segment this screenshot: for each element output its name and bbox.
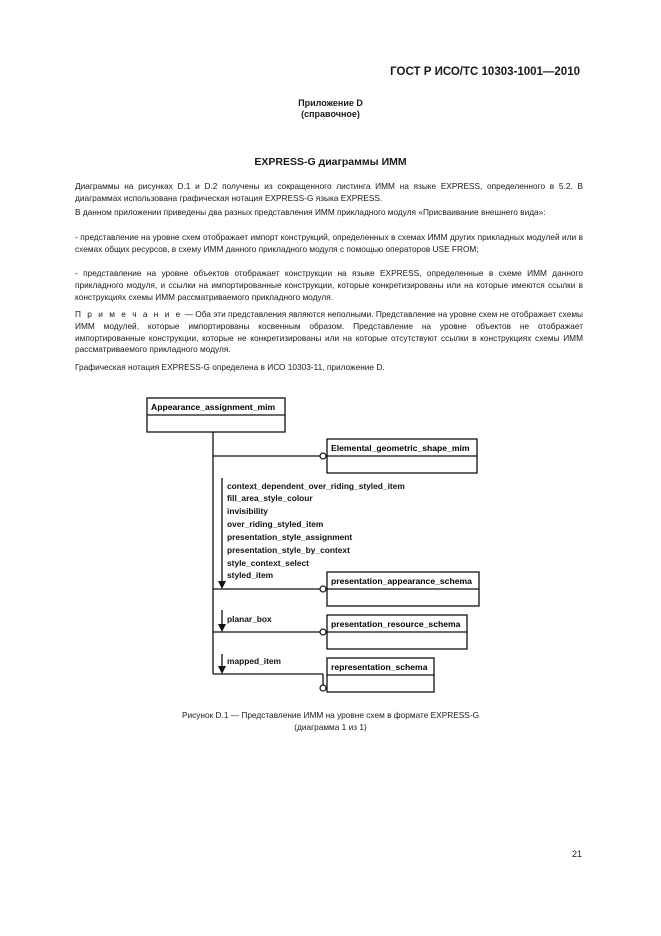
figure-caption: Рисунок D.1 — Представление ИММ на уровне схем в формате EXPRESS-G xyxy=(181,710,480,720)
schema-name-presentation-appearance: presentation_appearance_schema xyxy=(331,576,472,586)
annex-subtitle: (справочное) xyxy=(301,109,360,119)
note-label: П р и м е ч а н и е xyxy=(75,309,183,319)
notation-text: Графическая нотация EXPRESS-G определена в ИСО 10303-11, приложение D. xyxy=(75,362,385,372)
main-schema-name: Appearance_assignment_mim xyxy=(151,402,276,412)
imported-item: invisibility xyxy=(227,506,268,516)
schema-name-presentation-resource: presentation_resource_schema xyxy=(331,619,461,629)
imported-item: styled_item xyxy=(227,570,274,580)
imported-item: presentation_style_assignment xyxy=(227,532,353,542)
imported-item: over_riding_styled_item xyxy=(227,519,324,529)
link-label-planar-box: planar_box xyxy=(227,614,272,624)
section-title: EXPRESS-G диаграммы ИММ xyxy=(254,156,407,168)
page-number: 21 xyxy=(571,849,582,859)
paragraph-4-text: - представление на уровне объектов отображает конструкции на языке EXPRESS, определенные в схеме ИММ данного прикладного модуля, и ссылки на импортированные конструкции, которые конкретизированы или на которые имеются ссылки в конструкциях схемы ИММ рассматриваемого прикладного модуля. xyxy=(75,268,583,302)
paragraph-2-text: В данном приложении приведены два разных представления ИММ прикладного модуля «Присваивание внешнего вида»: xyxy=(75,207,546,217)
imported-item: fill_area_style_colour xyxy=(227,493,313,503)
paragraph-1-text: Диаграммы на рисунках D.1 и D.2 получены из сокращенного листинга ИММ на языке EXPRESS, определенного в 5.2. В диаграммах использована графическая нотация EXPRESS-G языка EXPRESS. xyxy=(75,181,583,203)
link-label-mapped-item: mapped_item xyxy=(227,656,281,666)
imported-item: style_context_select xyxy=(227,558,309,568)
schema-name-representation: representation_schema xyxy=(331,662,428,672)
imported-item: context_dependent_over_riding_styled_item xyxy=(227,481,405,491)
paragraph-3-text: - представление на уровне схем отображает импорт конструкций, определенных в схемах ИММ других прикладных модулей или в схемах общих ресурсов, в схему ИММ данного прикладного модуля с помощью операторов USE FROM; xyxy=(75,232,583,254)
note-text: — Оба эти представления являются неполными. Представление на уровне схем не отображает схемы ИММ модулей, которые импортированы косвенным образом. Представление на уровне объектов не отображает импортированные конструкции, которые не конкретизированы или на которые отсутствуют ссылки в конструкциях схемы ИММ рассматриваемого прикладного модуля. xyxy=(75,309,583,355)
standard-code: ГОСТ Р ИСО/ТС 10303-1001—2010 xyxy=(390,66,580,78)
figure-subcaption: (диаграмма 1 из 1) xyxy=(294,722,367,732)
schema-name-elemental: Elemental_geometric_shape_mim xyxy=(331,443,470,453)
annex-title: Приложение D xyxy=(298,98,363,108)
imported-item: presentation_style_by_context xyxy=(227,545,350,555)
